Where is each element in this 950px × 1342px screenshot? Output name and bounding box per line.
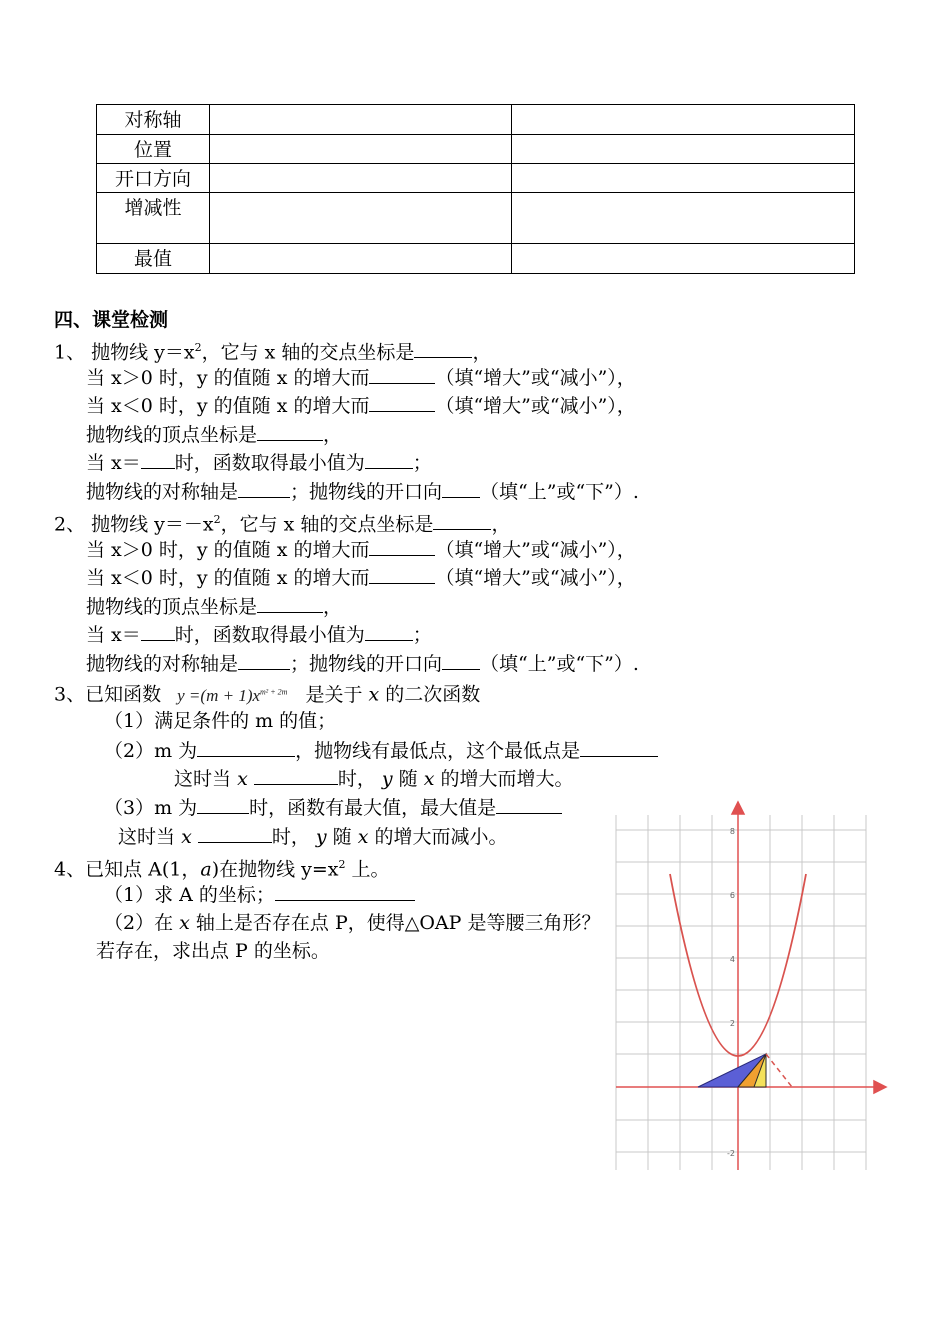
table-row	[97, 164, 855, 193]
q3-part3-cont	[118, 824, 508, 849]
answer-blank[interactable]	[257, 594, 323, 613]
q1-intro-text: 抛物线 y＝x	[91, 341, 195, 364]
var-x: x	[368, 683, 380, 706]
row-label: 位置	[97, 135, 210, 164]
answer-blank[interactable]	[275, 882, 415, 901]
q1-intro	[54, 336, 491, 364]
y-axis-arrow-icon	[732, 802, 744, 814]
q1-l3a: 当 x＜0 时，y 的值随 x 的增大而	[86, 395, 370, 417]
q1-l5c: ；	[412, 452, 432, 474]
q2-line6	[86, 651, 639, 676]
tick-label: 2	[729, 1019, 735, 1028]
tick-label: -2	[727, 1149, 735, 1158]
comma: ，	[323, 424, 343, 446]
q1-l5b: 时，函数取得最小值为	[174, 452, 365, 474]
table-cell	[512, 244, 855, 274]
q1-l6b: ；抛物线的开口向	[290, 481, 443, 503]
answer-blank[interactable]	[369, 365, 435, 384]
exponent: 2	[213, 513, 221, 526]
answer-blank[interactable]	[238, 479, 290, 498]
q2-number: 2、	[54, 513, 86, 536]
table-cell	[512, 164, 855, 193]
q1-number: 1、	[54, 341, 86, 364]
q1-line5	[86, 450, 432, 475]
q2-l6a: 抛物线的对称轴是	[86, 653, 239, 675]
q3-p2e: 随	[398, 768, 418, 790]
answer-blank[interactable]	[197, 738, 295, 757]
q1-l4: 抛物线的顶点坐标是	[86, 424, 258, 446]
answer-blank[interactable]	[254, 766, 338, 785]
formula-exponent: m² + 2m	[260, 687, 288, 696]
answer-blank[interactable]	[365, 450, 413, 469]
q3-p3f: 的增大而减小。	[374, 826, 508, 848]
table-row	[97, 193, 855, 244]
q2-l5b: 时，函数取得最小值为	[174, 624, 365, 646]
var-x: x	[357, 826, 369, 848]
q1-line2	[86, 365, 636, 390]
table-row	[97, 244, 855, 274]
q2-l2a: 当 x＞0 时，y 的值随 x 的增大而	[86, 539, 370, 561]
q3-p3e: 随	[332, 826, 352, 848]
table-row	[97, 105, 855, 135]
var-a: a	[200, 858, 212, 881]
q4-p2b: 轴上是否存在点 P，使得△OAP 是等腰三角形？	[195, 912, 601, 934]
table-row	[97, 135, 855, 164]
q2-line2	[86, 537, 636, 562]
table-cell	[210, 193, 512, 244]
q1-l3b: （填“增大”或“减小”），	[435, 395, 636, 417]
q1-l6c: （填“上”或“下”）.	[480, 481, 639, 503]
q2-l6b: ；抛物线的开口向	[290, 653, 443, 675]
q4-part2	[104, 911, 600, 935]
q1-l2a: 当 x＞0 时，y 的值随 x 的增大而	[86, 367, 370, 389]
y-tick-labels	[727, 827, 735, 1158]
formula-base: y =(m + 1)x	[177, 685, 261, 705]
answer-blank[interactable]	[369, 393, 435, 412]
answer-blank[interactable]	[141, 622, 175, 641]
q2-l6c: （填“上”或“下”）.	[480, 653, 639, 675]
var-x: x	[237, 768, 248, 790]
q2-l5c: ；	[412, 624, 432, 646]
answer-blank[interactable]	[141, 450, 175, 469]
table-cell	[210, 105, 512, 135]
q3-p2b: ，抛物线有最低点，这个最低点是	[295, 740, 581, 762]
q1-l5a: 当 x＝	[86, 452, 141, 474]
x-axis-arrow-icon	[874, 1081, 886, 1093]
q4-part3: 若存在，求出点 P 的坐标。	[96, 940, 330, 962]
q3-p2f: 的增大而增大。	[440, 768, 574, 790]
exponent: 2	[194, 341, 202, 354]
function-formula	[177, 686, 287, 705]
q2-l3b: （填“增大”或“减小”），	[435, 567, 636, 589]
var-y: y	[381, 768, 393, 790]
table-cell	[512, 135, 855, 164]
q3-part1: （1）满足条件的 m 的值；	[104, 710, 337, 732]
var-y: y	[315, 826, 327, 848]
q1-l6a: 抛物线的对称轴是	[86, 481, 239, 503]
q2-line4	[86, 594, 342, 619]
tick-label: 4	[729, 955, 735, 964]
q2-line5	[86, 622, 432, 647]
var-x: x	[179, 912, 190, 934]
answer-blank[interactable]	[238, 651, 290, 670]
answer-blank[interactable]	[257, 422, 323, 441]
row-label: 最值	[97, 244, 210, 274]
table-cell	[210, 244, 512, 274]
answer-blank[interactable]	[580, 738, 658, 757]
q1-intro-tail: ，它与 x 轴的交点坐标是	[201, 341, 415, 364]
row-label: 增减性	[97, 193, 210, 244]
properties-table	[96, 104, 855, 274]
comma: ，	[323, 596, 343, 618]
axes	[616, 802, 886, 1170]
answer-blank[interactable]	[433, 511, 491, 530]
q4-p2a: （2）在	[104, 912, 174, 934]
q3-p3c: 这时当	[118, 826, 176, 848]
q2-l2b: （填“增大”或“减小”），	[435, 539, 636, 561]
q2-l3a: 当 x＜0 时，y 的值随 x 的增大而	[86, 567, 370, 589]
q2-l5a: 当 x＝	[86, 624, 141, 646]
answer-blank[interactable]	[197, 795, 249, 814]
answer-blank[interactable]	[414, 339, 472, 358]
q4-p1: （1）求 A 的坐标；	[104, 884, 275, 906]
q3-intro	[54, 680, 480, 708]
q3-part3	[104, 795, 562, 820]
q2-l4: 抛物线的顶点坐标是	[86, 596, 258, 618]
q3-tail: 是关于	[305, 683, 363, 706]
q3-tail-end: 的二次函数	[385, 683, 481, 706]
answer-blank[interactable]	[496, 795, 562, 814]
exponent: 2	[338, 858, 346, 871]
q2-intro-tail: ，它与 x 轴的交点坐标是	[220, 513, 434, 536]
q3-part2	[104, 738, 658, 763]
table-cell	[210, 164, 512, 193]
var-x: x	[423, 768, 435, 790]
q2-intro-text: 抛物线 y＝－x	[91, 513, 214, 536]
q3-p3a: （3）m 为	[104, 797, 198, 819]
q3-p2c: 这时当	[174, 768, 232, 790]
q3-p2d: 时，	[337, 768, 376, 790]
q4-part1	[104, 882, 415, 907]
q2-intro	[54, 508, 510, 536]
row-label: 对称轴	[97, 105, 210, 135]
answer-blank[interactable]	[442, 651, 480, 670]
answer-blank[interactable]	[365, 622, 413, 641]
answer-blank[interactable]	[442, 479, 480, 498]
row-label: 开口方向	[97, 164, 210, 193]
q4-intro-b: )在抛物线 y=x	[211, 858, 339, 881]
tick-label: 6	[729, 891, 735, 900]
q3-part2-cont	[174, 766, 574, 791]
table-cell	[210, 135, 512, 164]
table-cell	[512, 193, 855, 244]
section-title: 四、课堂检测	[54, 309, 169, 331]
q4-intro	[54, 853, 390, 881]
table-cell	[512, 105, 855, 135]
q4-intro-c: 上。	[345, 858, 390, 881]
q3-intro-text: 3、已知函数	[54, 683, 162, 706]
answer-blank[interactable]	[369, 537, 435, 556]
answer-blank[interactable]	[198, 824, 272, 843]
var-x: x	[181, 826, 192, 848]
q1-line6	[86, 479, 639, 504]
q1-line4	[86, 422, 342, 447]
q2-line3	[86, 565, 636, 590]
comma: ，	[472, 341, 492, 364]
q3-p3b: 时，函数有最大值，最大值是	[249, 797, 497, 819]
answer-blank[interactable]	[369, 565, 435, 584]
q1-l2b: （填“增大”或“减小”），	[435, 367, 636, 389]
comma: ，	[491, 513, 511, 536]
tick-label: 8	[729, 827, 735, 836]
q3-p2a: （2）m 为	[104, 740, 198, 762]
q3-p3d: 时，	[271, 826, 310, 848]
q1-line3	[86, 393, 636, 418]
grid	[616, 815, 866, 1170]
parabola-graph	[604, 800, 894, 1175]
q4-intro-a: 4、已知点 A(1，	[54, 858, 201, 881]
